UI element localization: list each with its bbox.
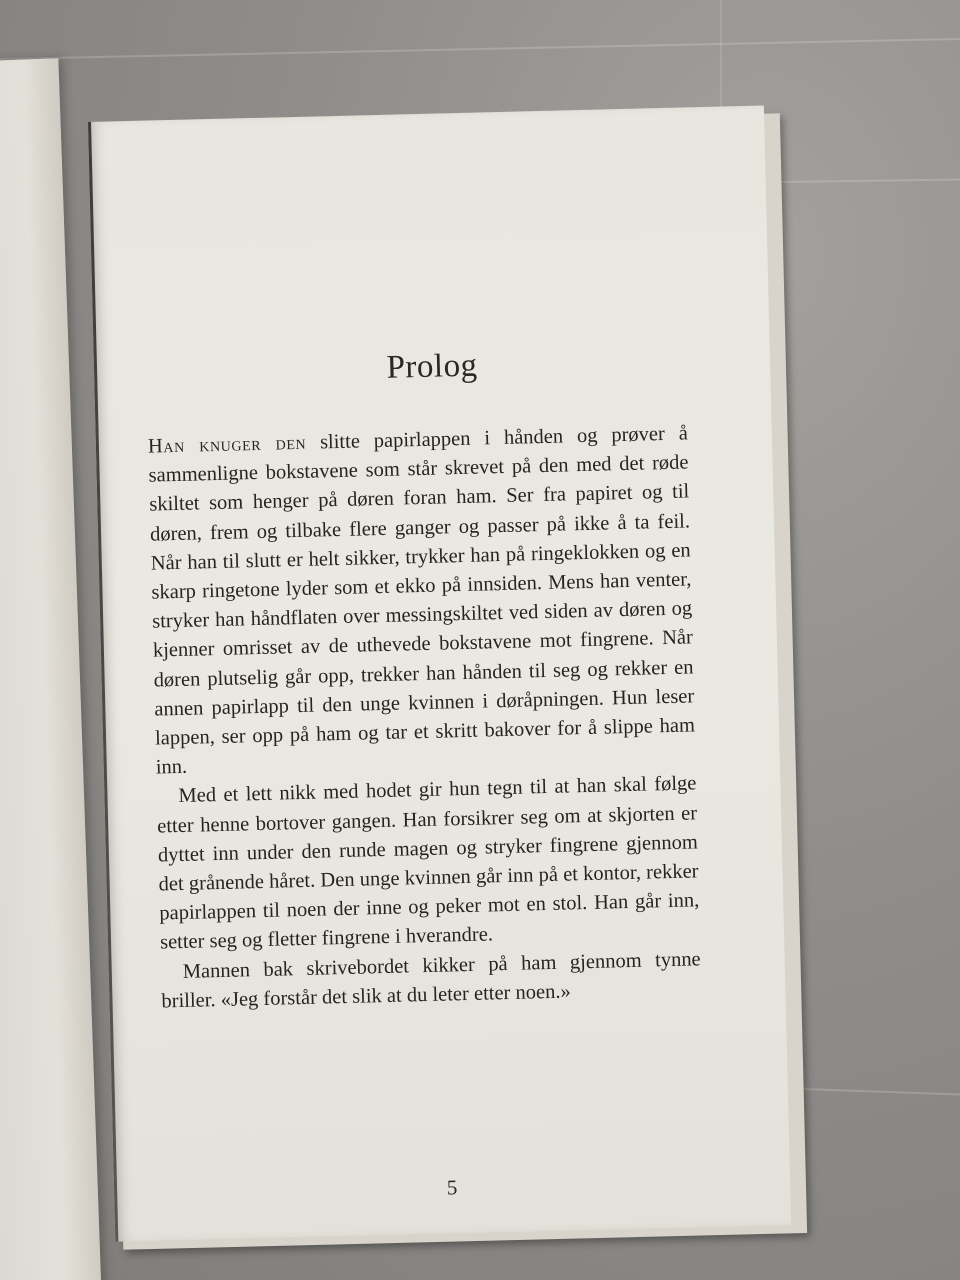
chapter-title: Prolog	[386, 347, 479, 386]
body-text	[148, 419, 702, 1016]
paragraph-text: Med et lett nikk med hodet gir hun tegn til at han skal følge etter henne bortover gangen. Han forsikrer seg om at skjorten er dyttet inn under den runde magen og stryker fingrene gjennom det grånende håret. Den unge kvinnen går inn på et kontor, rekker papirlappen til noen der inne og peker mot en stol. Han går inn, setter seg og fletter fingrene i hverandre.	[156, 772, 700, 954]
opening-small-caps: Han knuger den	[147, 431, 307, 458]
book-page	[88, 105, 791, 1241]
fabric-seam	[0, 38, 960, 60]
paragraph-text: Mannen bak skrivebordet kikker på ham gjennom tynne briller. «Jeg forstår det slik at du leter etter noen.»	[161, 947, 701, 1013]
paragraph	[156, 770, 700, 958]
paragraph-text: slitte papirlappen i hånden og prøver å sammenligne bokstavene som står skrevet på den med det røde skiltet som henger på døren foran ham. Ser fra papiret og til døren, frem og tilbake flere ganger og passer på ikke å ta feil. Når han til slutt er helt sikker, trykker han på ringeklokken og en skarp ringetone lyder som et ekko på innsiden. Mens han venter, stryker han håndflaten over messingskiltet ved siden av døren og kjenner omrisset av de uthevede bokstavene mot fingrene. Når døren plutselig går opp, trekker han hånden til seg og rekker en annen papirlapp til den unge kvinnen i døråpningen. Hun leser lappen, ser opp på ham og tar et skritt bakover for å slippe ham inn.	[148, 422, 696, 779]
paragraph	[160, 945, 701, 1017]
paragraph	[148, 419, 696, 783]
page-number: 5	[446, 1175, 458, 1200]
left-book-page	[0, 58, 102, 1280]
